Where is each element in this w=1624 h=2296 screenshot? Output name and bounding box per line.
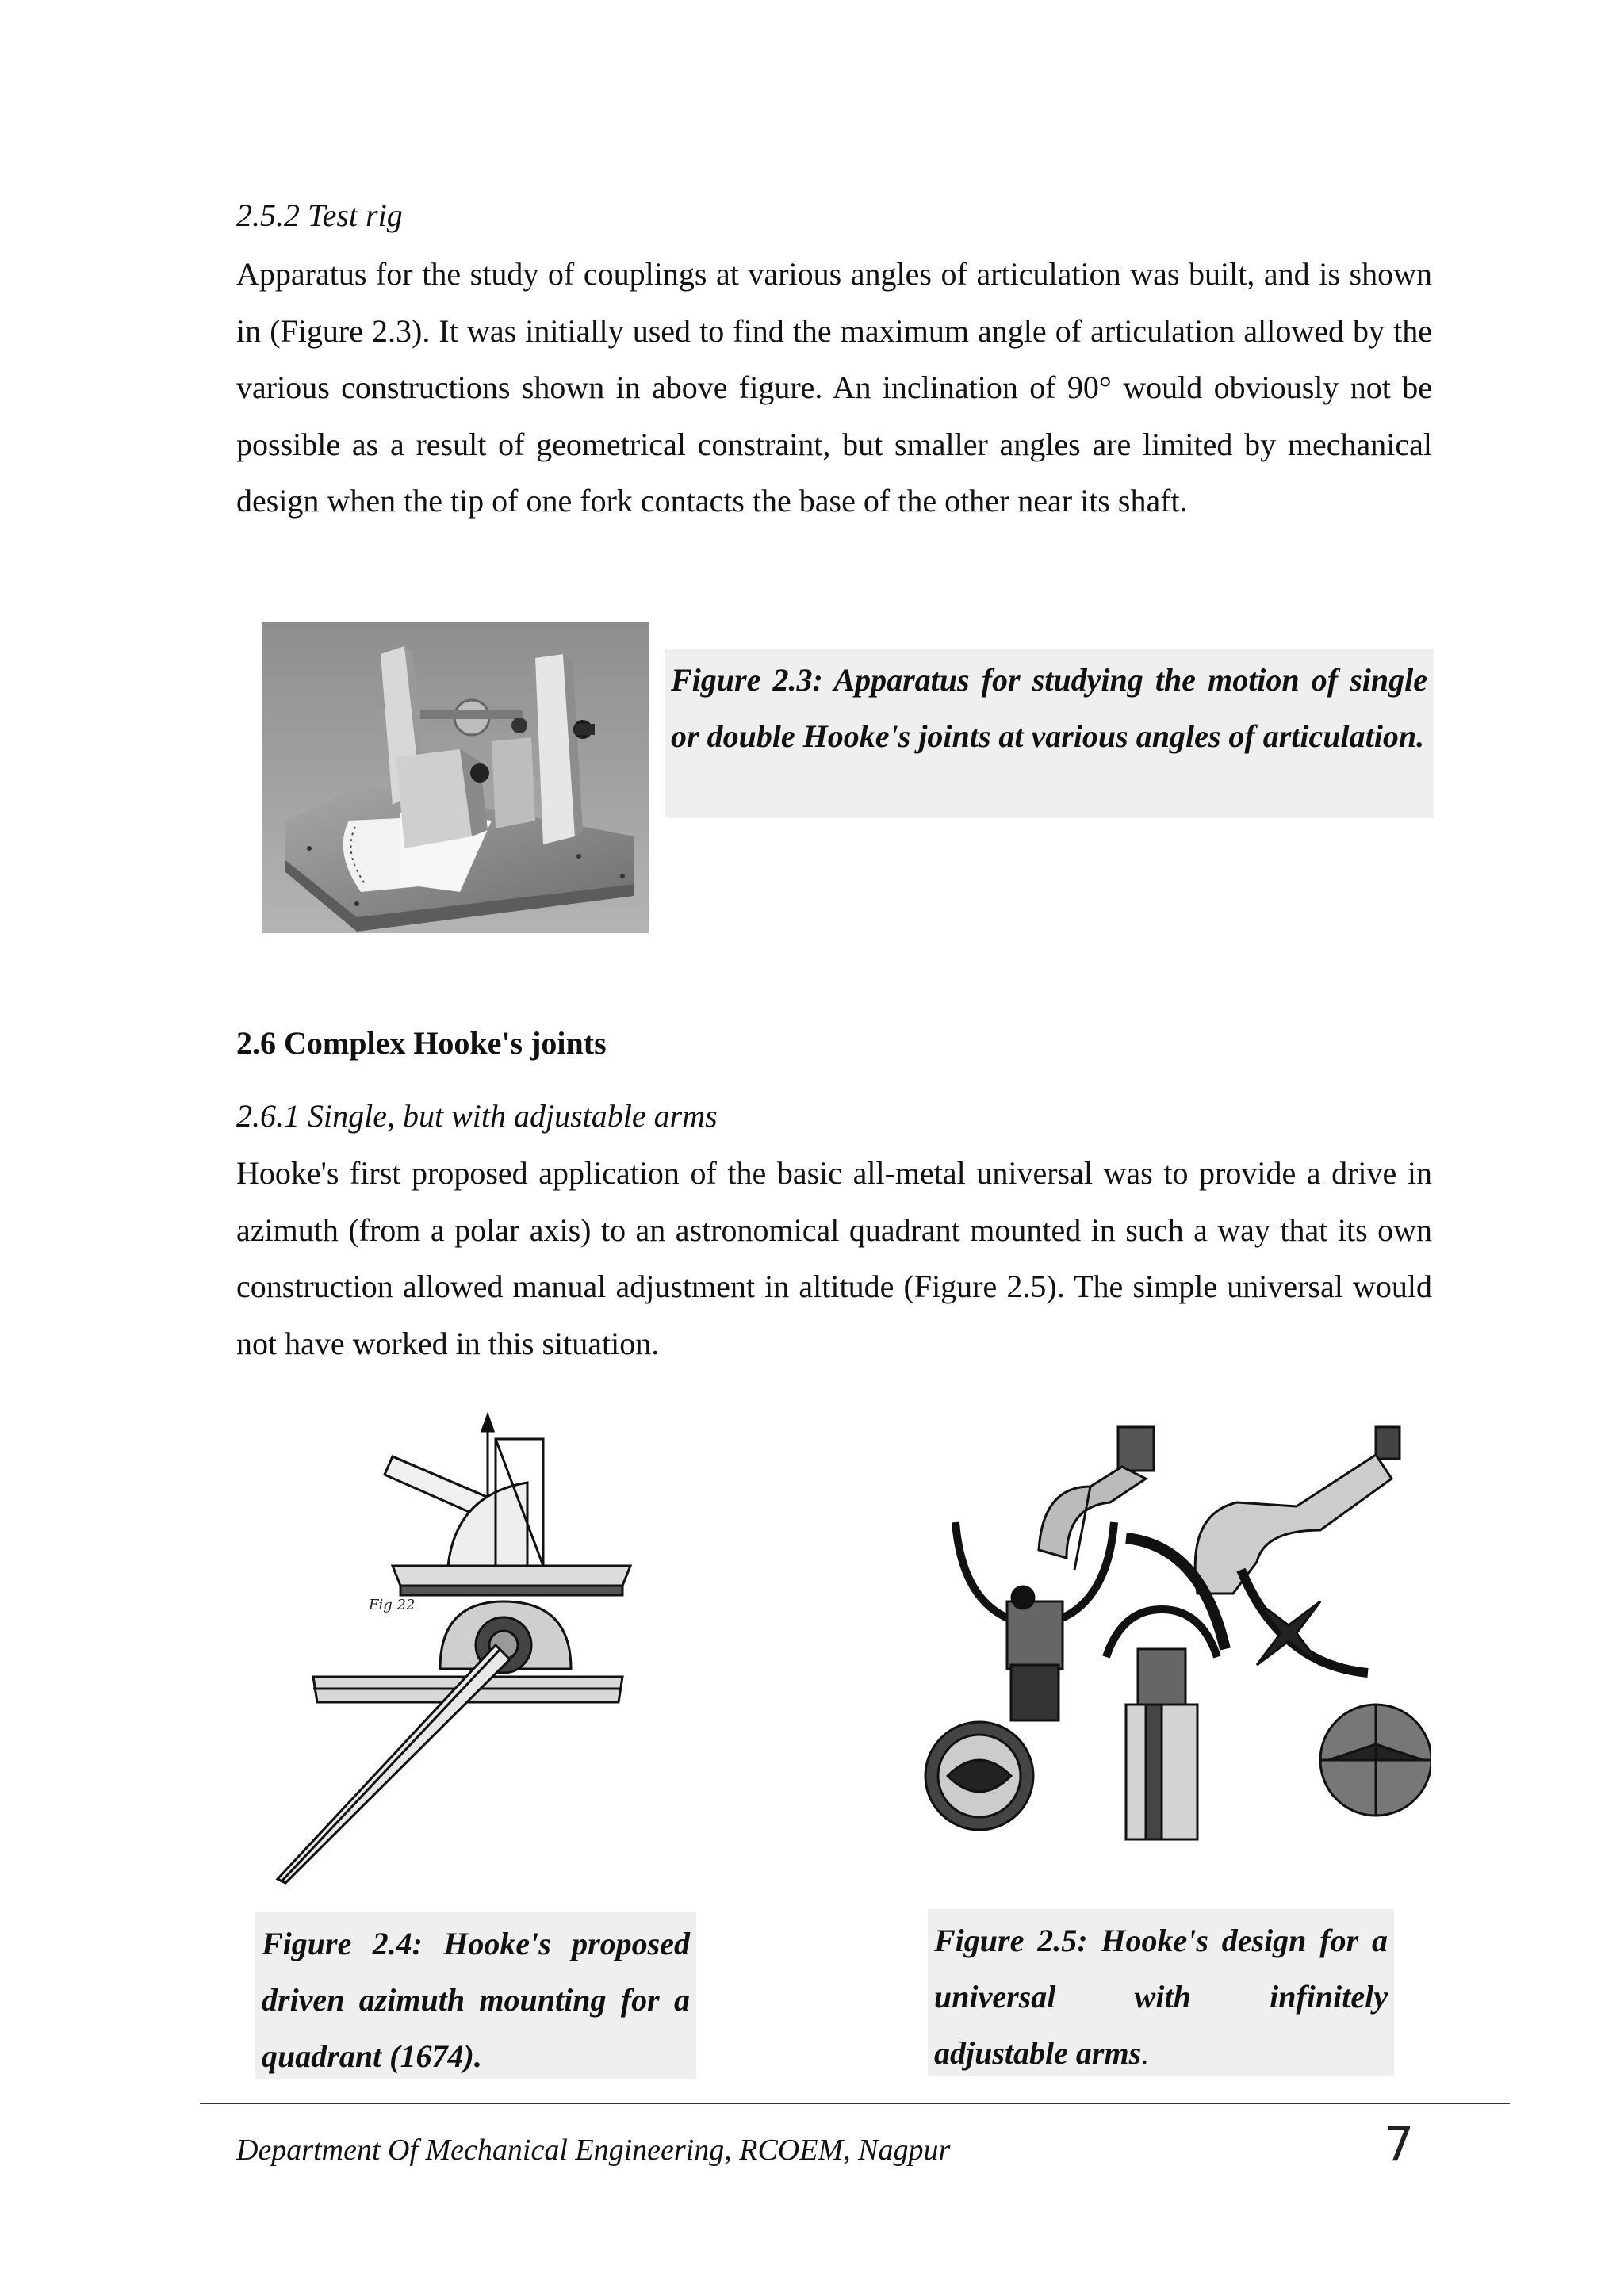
figure-2-5-caption-period: .: [1141, 2035, 1150, 2071]
figure-2-3-photo: [262, 622, 649, 933]
svg-text:Fig 22: Fig 22: [369, 1597, 416, 1613]
section-heading-2-6: 2.6 Complex Hooke's joints: [236, 1025, 607, 1061]
page-number: 7: [1384, 2117, 1415, 2172]
figure-2-4-caption: [255, 1912, 696, 2079]
footer-rule: [200, 2103, 1510, 2104]
paragraph-test-rig-text: Apparatus for the study of couplings at various angles of articulation was built, and is shown in (Figure 2.3). It was initially used to find the maximum angle of articulation allowed by the various constructions shown in above figure. An inclination of 90° would obviously not be possible as a result of geometrical constraint, but smaller angles are limited by mechanical design when the tip of one fork contacts the base of the other near its shaft.: [236, 256, 1432, 519]
figure-2-3-caption-text: Figure 2.3: Apparatus for studying the motion of single or double Hooke's joints at various angles of articulation.: [671, 662, 1427, 754]
subsection-heading-2-5-2: 2.5.2 Test rig: [236, 197, 403, 233]
figure-2-4-caption-text: Figure 2.4: Hooke's proposed driven azimuth mounting for a quadrant (1674).: [262, 1926, 690, 2074]
paragraph-adjustable-arms-text: Hooke's first proposed application of the basic all-metal universal was to provide a drive in azimuth (from a polar axis) to an astronomical quadrant mounted in such a way that its own construction allowed manual adjustment in altitude (Figure 2.5). The simple universal would not have worked in this situation.: [236, 1155, 1432, 1361]
paragraph-adjustable-arms: [236, 1145, 1432, 1372]
subsection-heading-2-6-1: 2.6.1 Single, but with adjustable arms: [236, 1098, 718, 1134]
paragraph-test-rig: [236, 246, 1432, 530]
footer-department: Department Of Mechanical Engineering, RCOEM, Nagpur: [236, 2133, 951, 2167]
figure-2-3-caption: [665, 649, 1434, 818]
figure-2-5-caption-bold: Figure 2.5: Hooke's design for a universal with infinitely adjustable arms: [934, 1923, 1388, 2071]
figure-2-5-caption-text: [934, 1912, 1388, 2081]
figure-2-4-drawing: [258, 1407, 646, 1887]
figure-2-5-caption: [928, 1909, 1394, 2076]
figure-2-5-drawing: [924, 1411, 1431, 1843]
